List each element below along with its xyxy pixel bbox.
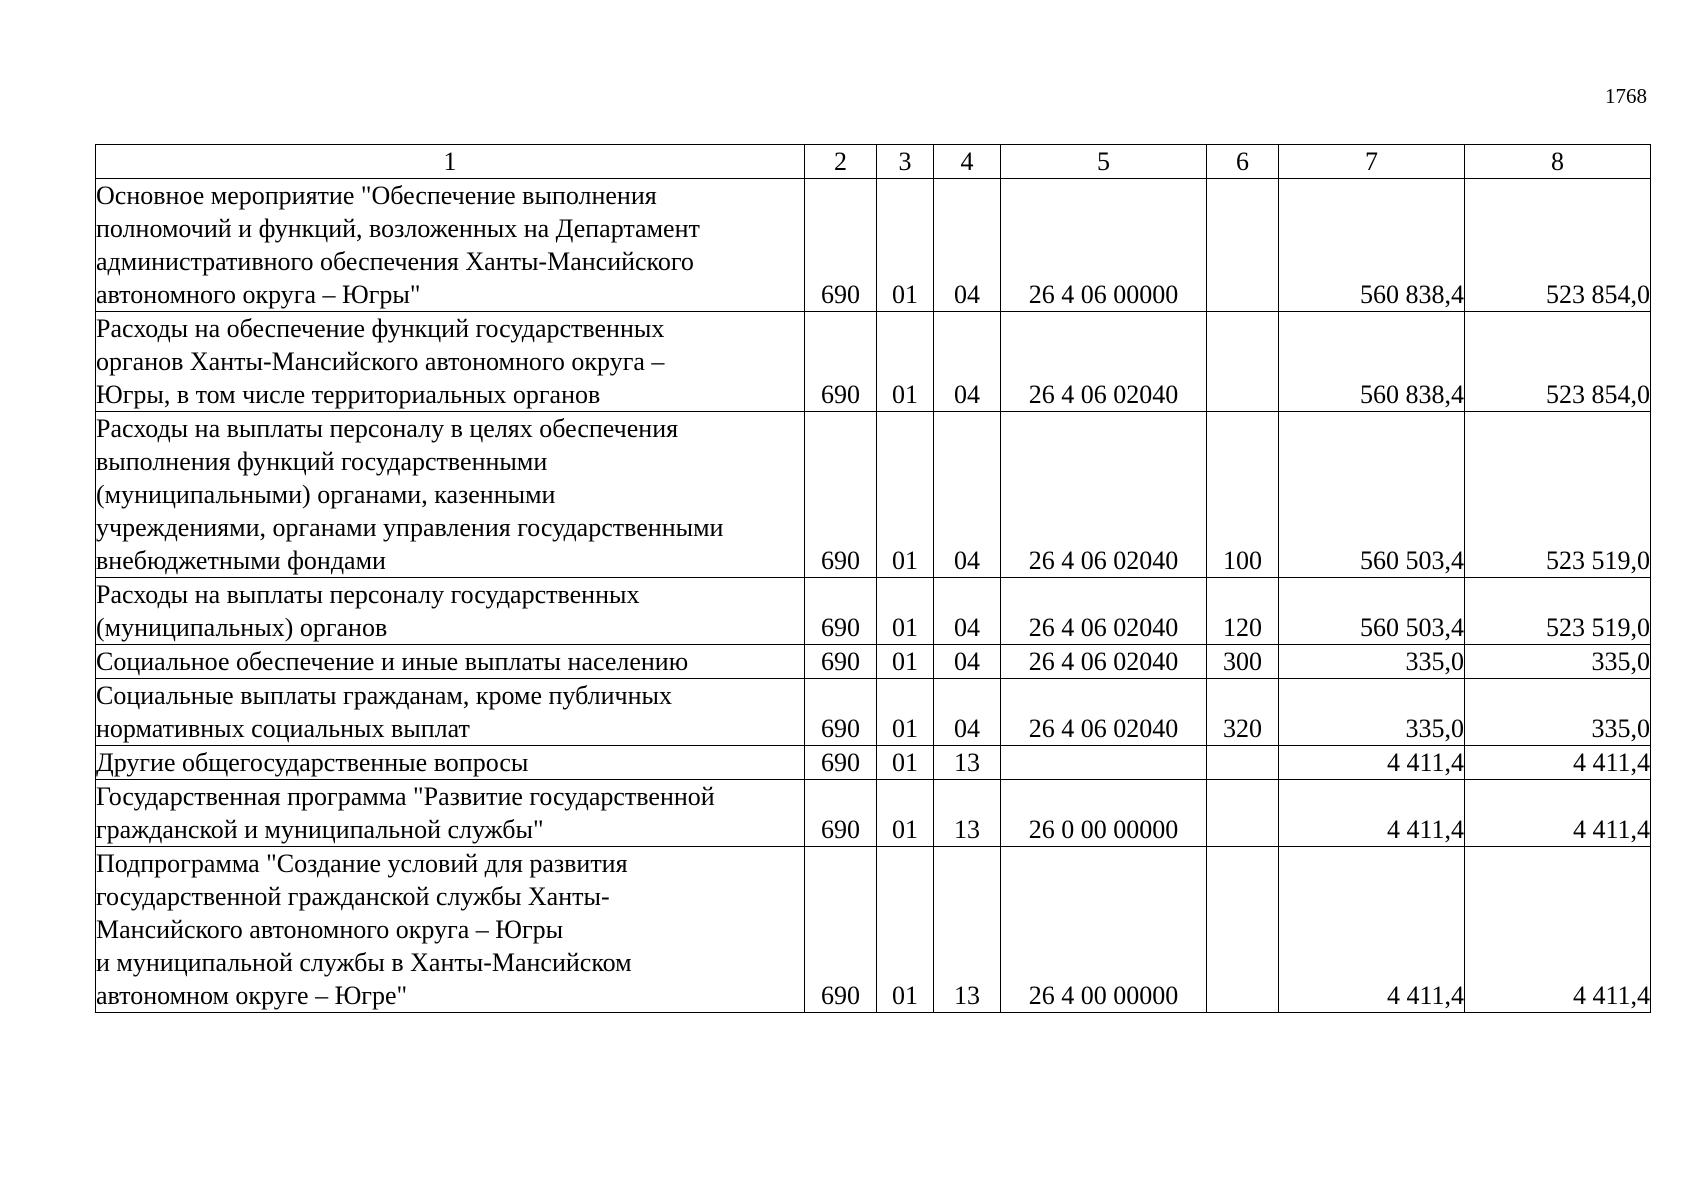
column-header: 7 (1279, 145, 1465, 179)
amount-col8-cell: 4 411,4 (1465, 746, 1651, 780)
target-article-cell: 26 4 06 02040 (1001, 578, 1207, 645)
expense-type-cell (1207, 780, 1279, 847)
item-name-line: административного обеспечения Ханты-Мансийского (96, 247, 694, 276)
item-name-cell (96, 780, 805, 847)
table-row (96, 412, 1651, 578)
table-row (96, 780, 1651, 847)
section-code-cell: 01 (877, 578, 934, 645)
item-name-cell (96, 412, 805, 578)
subsection-code-cell: 04 (934, 578, 1001, 645)
item-name-line: Югры, в том числе территориальных органов (96, 380, 601, 409)
target-article-cell: 26 4 06 02040 (1001, 312, 1207, 412)
subsection-code-cell: 04 (934, 312, 1001, 412)
item-name-line: (муниципальными) органами, казенными (96, 480, 556, 509)
table-row (96, 578, 1651, 645)
item-name-line: Другие общегосударственные вопросы (96, 748, 529, 777)
page-number: 1768 (1605, 84, 1647, 108)
table-row (96, 645, 1651, 679)
section-code-cell: 01 (877, 645, 934, 679)
amount-col8-cell: 523 854,0 (1465, 179, 1651, 312)
ministry-code-cell: 690 (805, 578, 877, 645)
amount-col7-cell: 560 503,4 (1279, 578, 1465, 645)
item-name-line: выполнения функций государственными (96, 447, 548, 476)
section-code-cell: 01 (877, 679, 934, 746)
item-name-line: внебюджетными фондами (96, 546, 386, 575)
subsection-code-cell: 04 (934, 679, 1001, 746)
subsection-code-cell: 13 (934, 847, 1001, 1013)
target-article-cell: 26 4 00 00000 (1001, 847, 1207, 1013)
amount-col7-cell: 560 838,4 (1279, 179, 1465, 312)
amount-col8-cell: 523 519,0 (1465, 578, 1651, 645)
subsection-code-cell: 04 (934, 645, 1001, 679)
amount-col8-cell: 335,0 (1465, 679, 1651, 746)
amount-col7-cell: 335,0 (1279, 645, 1465, 679)
column-header: 3 (877, 145, 934, 179)
column-header: 2 (805, 145, 877, 179)
expense-type-cell: 320 (1207, 679, 1279, 746)
item-name-line: Расходы на обеспечение функций государственных (96, 314, 665, 343)
table-row (96, 679, 1651, 746)
amount-col8-cell: 335,0 (1465, 645, 1651, 679)
item-name-line: Основное мероприятие "Обеспечение выполнения (96, 181, 657, 210)
table-header-row (96, 145, 1651, 179)
expense-type-cell (1207, 312, 1279, 412)
item-name-cell (96, 746, 805, 780)
table-row (96, 746, 1651, 780)
subsection-code-cell: 13 (934, 746, 1001, 780)
amount-col8-cell: 4 411,4 (1465, 780, 1651, 847)
item-name-line: автономном округе – Югре" (96, 981, 408, 1010)
item-name-line: и муниципальной службы в Ханты-Мансийском (96, 948, 632, 977)
column-header: 6 (1207, 145, 1279, 179)
ministry-code-cell: 690 (805, 645, 877, 679)
target-article-cell: 26 0 00 00000 (1001, 780, 1207, 847)
amount-col8-cell: 4 411,4 (1465, 847, 1651, 1013)
item-name-cell (96, 578, 805, 645)
target-article-cell (1001, 746, 1207, 780)
item-name-cell (96, 679, 805, 746)
section-code-cell: 01 (877, 780, 934, 847)
target-article-cell: 26 4 06 02040 (1001, 645, 1207, 679)
item-name-line: государственной гражданской службы Ханты- (96, 882, 610, 911)
expense-type-cell: 100 (1207, 412, 1279, 578)
section-code-cell: 01 (877, 179, 934, 312)
section-code-cell: 01 (877, 847, 934, 1013)
amount-col7-cell: 560 838,4 (1279, 312, 1465, 412)
item-name-cell (96, 847, 805, 1013)
item-name-line: органов Ханты-Мансийского автономного округа – (96, 347, 665, 376)
column-header: 8 (1465, 145, 1651, 179)
amount-col7-cell: 4 411,4 (1279, 746, 1465, 780)
item-name-line: (муниципальных) органов (96, 613, 388, 642)
item-name-line: Государственная программа "Развитие государственной (96, 782, 715, 811)
item-name-line: Мансийского автономного округа – Югры (96, 915, 564, 944)
ministry-code-cell: 690 (805, 847, 877, 1013)
item-name-cell (96, 312, 805, 412)
section-code-cell: 01 (877, 746, 934, 780)
item-name-line: автономного округа – Югры" (96, 280, 421, 309)
amount-col7-cell: 560 503,4 (1279, 412, 1465, 578)
amount-col8-cell: 523 519,0 (1465, 412, 1651, 578)
column-header: 1 (96, 145, 805, 179)
item-name-line: полномочий и функций, возложенных на Департамент (96, 214, 700, 243)
ministry-code-cell: 690 (805, 780, 877, 847)
subsection-code-cell: 04 (934, 179, 1001, 312)
subsection-code-cell: 04 (934, 412, 1001, 578)
expense-type-cell: 300 (1207, 645, 1279, 679)
column-header: 4 (934, 145, 1001, 179)
item-name-cell (96, 179, 805, 312)
item-name-cell (96, 645, 805, 679)
expense-type-cell (1207, 746, 1279, 780)
item-name-line: гражданской и муниципальной службы" (96, 815, 544, 844)
ministry-code-cell: 690 (805, 679, 877, 746)
item-name-line: нормативных социальных выплат (96, 714, 470, 743)
amount-col7-cell: 4 411,4 (1279, 847, 1465, 1013)
item-name-line: Социальное обеспечение и иные выплаты населению (96, 647, 689, 676)
amount-col7-cell: 335,0 (1279, 679, 1465, 746)
section-code-cell: 01 (877, 412, 934, 578)
item-name-line: учреждениями, органами управления государственными (96, 513, 724, 542)
ministry-code-cell: 690 (805, 312, 877, 412)
column-header: 5 (1001, 145, 1207, 179)
amount-col7-cell: 4 411,4 (1279, 780, 1465, 847)
expense-type-cell (1207, 179, 1279, 312)
item-name-line: Подпрограмма "Создание условий для развития (96, 849, 628, 878)
ministry-code-cell: 690 (805, 412, 877, 578)
ministry-code-cell: 690 (805, 746, 877, 780)
subsection-code-cell: 13 (934, 780, 1001, 847)
table-row (96, 312, 1651, 412)
amount-col8-cell: 523 854,0 (1465, 312, 1651, 412)
expense-type-cell: 120 (1207, 578, 1279, 645)
expense-type-cell (1207, 847, 1279, 1013)
ministry-code-cell: 690 (805, 179, 877, 312)
budget-table (95, 144, 1651, 1013)
item-name-line: Расходы на выплаты персоналу в целях обеспечения (96, 414, 679, 443)
item-name-line: Социальные выплаты гражданам, кроме публичных (96, 681, 672, 710)
target-article-cell: 26 4 06 02040 (1001, 679, 1207, 746)
target-article-cell: 26 4 06 00000 (1001, 179, 1207, 312)
table-row (96, 179, 1651, 312)
item-name-line: Расходы на выплаты персоналу государственных (96, 580, 640, 609)
section-code-cell: 01 (877, 312, 934, 412)
target-article-cell: 26 4 06 02040 (1001, 412, 1207, 578)
table-row (96, 847, 1651, 1013)
